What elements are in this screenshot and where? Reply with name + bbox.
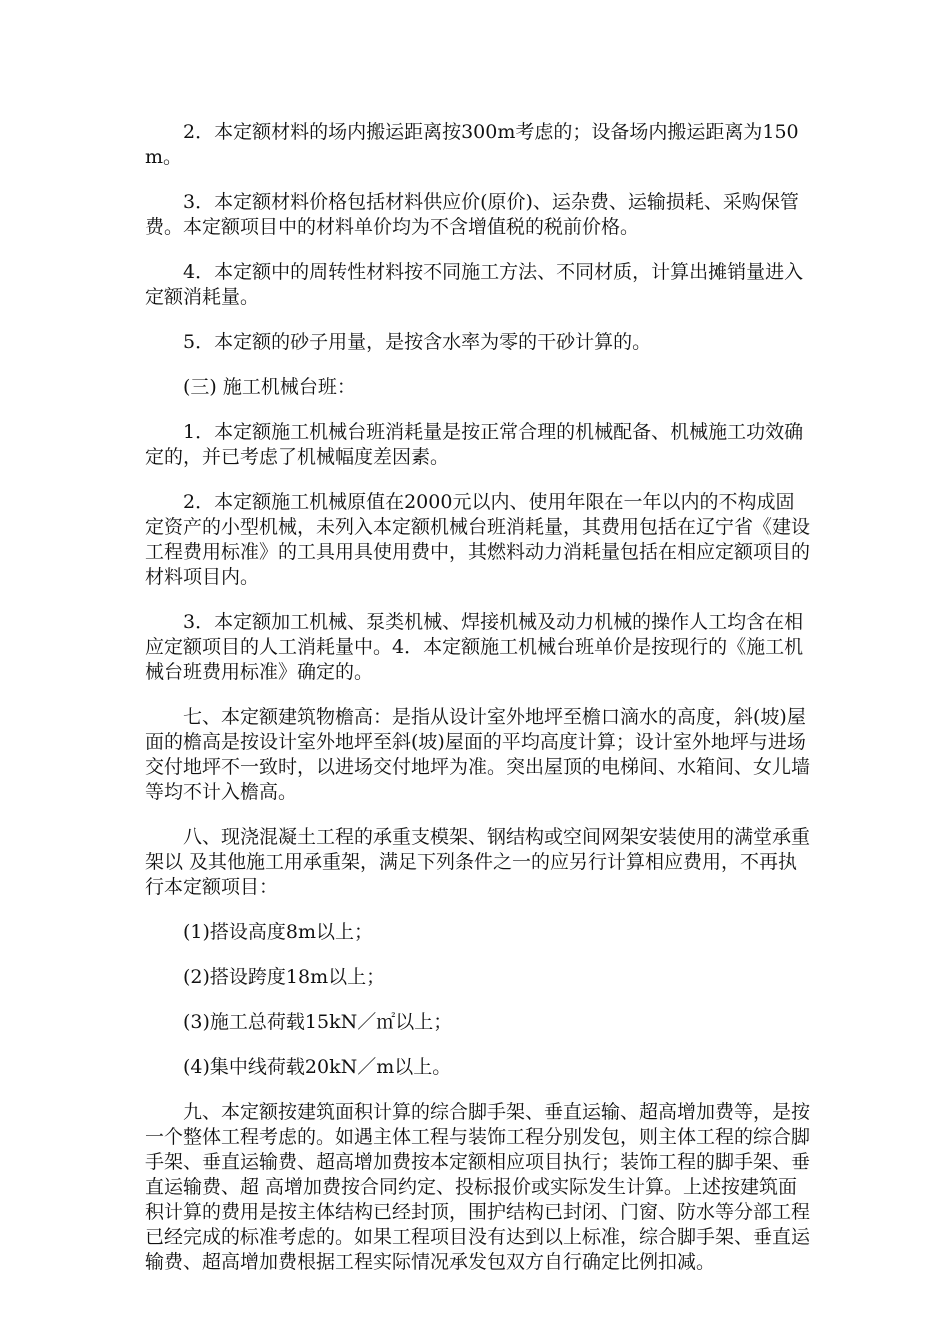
paragraph-scaffolding-overall: 九、本定额按建筑面积计算的综合脚手架、垂直运输、超高增加费等，是按一个整体工程考虑的。如遇主体工程与装饰工程分别发包，则主体工程的综合脚手架、垂直运输费、超高增加费按本定额相应项目执行；装饰工程的脚手架、垂直运输费、超 高增加费按合同约定、投标报价或实际发生计算。上述按建筑面积计算的费用是按主体结构已经封顶，围护结构已封闭、门窗、防水等分部工程已经完成的标准考虑的。如果工程项目没有达到以上标准，综合脚手架、垂直运输费、超高增加费根据工程实际情况承发包双方自行确定比例扣减。 <box>145 1101 811 1273</box>
paragraph-small-machinery: 2．本定额施工机械原值在2000元以内、使用年限在一年以内的不构成固定资产的小型机械，未列入本定额机械台班消耗量，其费用包括在辽宁省《建设工程费用标准》的工具用具使用费中，其燃料动力消耗量包括在相应定额项目的材料项目内。 <box>145 491 811 588</box>
paragraph-material-transport: 2．本定额材料的场内搬运距离按300m考虑的；设备场内搬运距离为150m。 <box>145 121 799 168</box>
paragraph-sand-usage: 5．本定额的砂子用量，是按含水率为零的干砂计算的。 <box>183 331 652 353</box>
list-item-line-load: (4)集中线荷载20kN／m以上。 <box>183 1056 452 1078</box>
list-item-span: (2)搭设跨度18m以上； <box>183 966 386 988</box>
paragraph-load-bearing-frame: 八、现浇混凝土工程的承重支模架、钢结构或空间网架安装使用的满堂承重架以 及其他施工用承重架，满足下列条件之一的应另行计算相应费用，不再执行本定额项目： <box>145 826 811 898</box>
paragraph-material-price: 3．本定额材料价格包括材料供应价(原价)、运杂费、运输损耗、采购保管费。本定额项目中的材料单价均为不含增值税的税前价格。 <box>145 191 799 238</box>
list-item-total-load: (3)施工总荷载15kN／㎡以上； <box>183 1011 453 1033</box>
paragraph-machinery-labor: 3．本定额加工机械、泵类机械、焊接机械及动力机械的操作人工均含在相应定额项目的人工消耗量中。4．本定额施工机械台班单价是按现行的《施工机械台班费用标准》确定的。 <box>145 611 804 683</box>
document-page <box>145 120 810 1295</box>
paragraph-machinery-consumption: 1．本定额施工机械台班消耗量是按正常合理的机械配备、机械施工功效确定的，并已考虑了机械幅度差因素。 <box>145 421 804 468</box>
paragraph-turnover-material: 4．本定额中的周转性材料按不同施工方法、不同材质，计算出摊销量进入定额消耗量。 <box>145 261 804 308</box>
list-item-height: (1)搭设高度8m以上； <box>183 921 374 943</box>
paragraph-building-eave-height: 七、本定额建筑物檐高：是指从设计室外地坪至檐口滴水的高度，斜(坡)屋面的檐高是按设计室外地坪至斜(坡)屋面的平均高度计算；设计室外地坪与进场交付地坪不一致时，以进场交付地坪为准。突出屋顶的电梯间、水箱间、女儿墙等均不计入檐高。 <box>145 706 811 803</box>
section-heading-machinery: (三) 施工机械台班： <box>183 376 356 398</box>
